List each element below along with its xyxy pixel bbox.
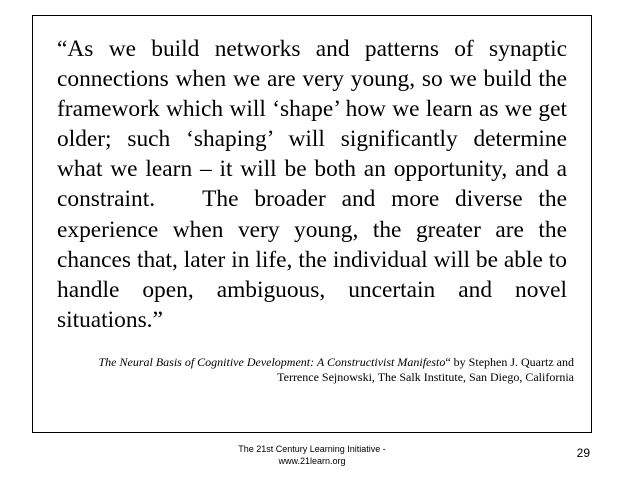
citation <box>60 355 574 385</box>
footer-source-url: www.21learn.org <box>278 456 346 466</box>
page-number: 29 <box>576 446 590 460</box>
footer-source <box>212 443 412 467</box>
quote-text: “As we build networks and patterns of synaptic connections when we are very young, so we build the framework which will ‘shape’ how we learn as we get older; such ‘shaping’ will significantly determine what we learn – it will be both an opportunity, and a constraint. The broader and more diverse the experience when very young, the greater are the chances that, later in life, the individual will be able to handle open, ambiguous, uncertain and novel situations.” <box>57 36 573 333</box>
footer-source-line1: The 21st Century Learning Initiative - <box>238 444 386 454</box>
citation-authors: “ by Stephen J. Quartz and Terrence Sejnowski, The Salk Institute, San Diego, California <box>277 355 574 384</box>
citation-title: The Neural Basis of Cognitive Development: A Constructivist Manifesto <box>98 355 446 369</box>
